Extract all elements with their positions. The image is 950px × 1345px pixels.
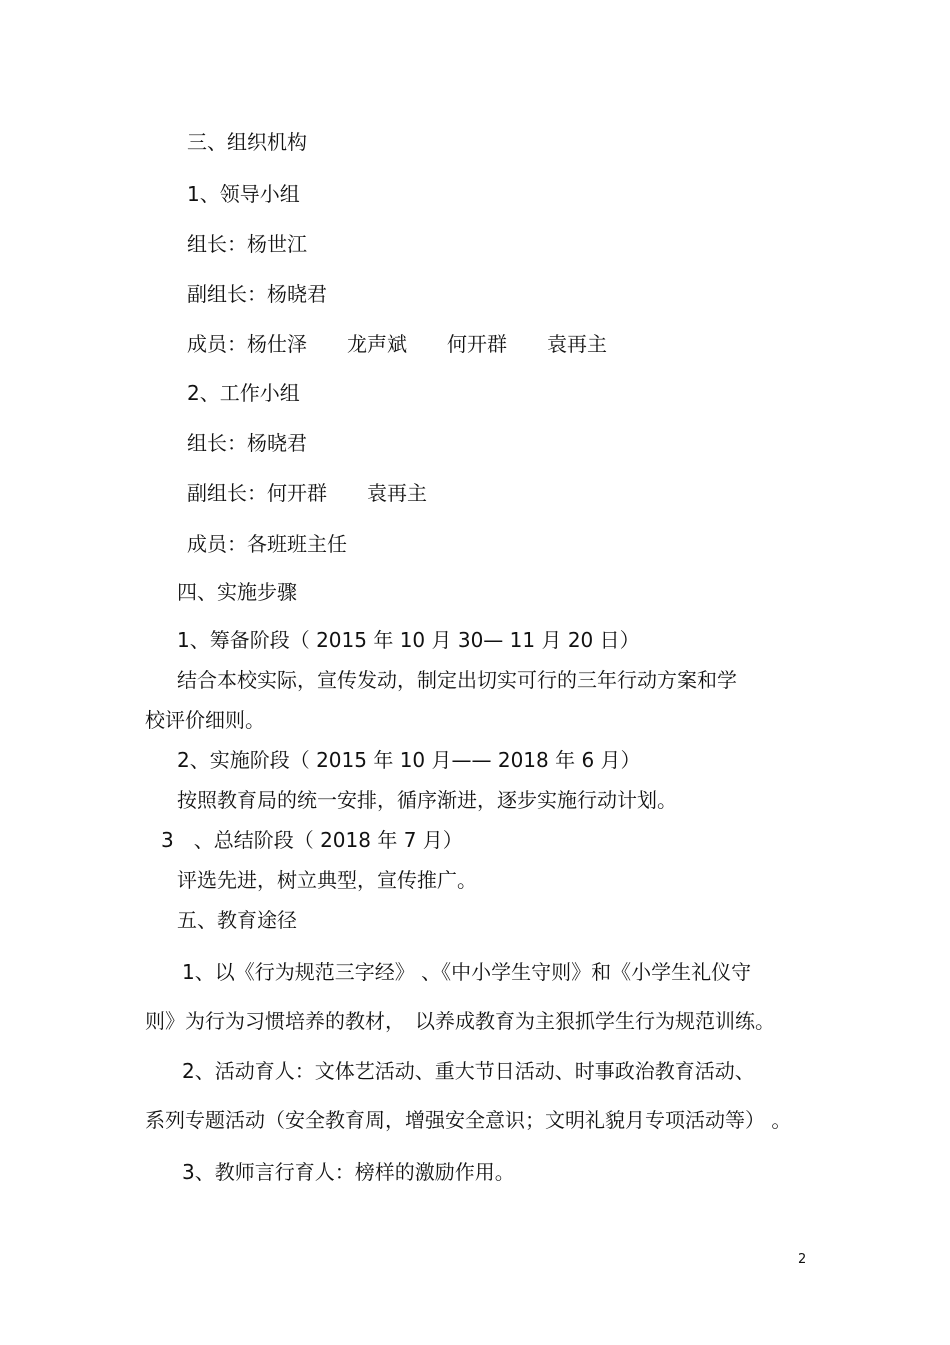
working-leader-line: 组长：杨晓君	[187, 431, 307, 455]
approach-2-cont: 系列专题活动（安全教育周，增强安全意识；文明礼貌月专项活动等） 。	[145, 1108, 792, 1132]
section-heading-approaches: 五、教育途径	[177, 908, 297, 932]
subsection-working-group: 2、工作小组	[187, 381, 300, 405]
approach-1: 1、以《行为规范三字经》 、《中小学生守则》和《小学生礼仪守	[182, 960, 752, 984]
members-line: 成员：杨仕泽 龙声斌 何开群 袁再主	[187, 332, 607, 356]
step-preparation-detail-cont: 校评价细则。	[145, 708, 265, 732]
section-heading-steps: 四、实施步骤	[177, 580, 297, 604]
deputy-leader-line: 副组长：杨晓君	[187, 282, 327, 306]
approach-2: 2、活动育人：文体艺活动、重大节日活动、时事政治教育活动、	[182, 1059, 755, 1083]
step-summary-detail: 评选先进，树立典型，宣传推广。	[177, 868, 477, 892]
step-preparation-detail: 结合本校实际，宣传发动，制定出切实可行的三年行动方案和学	[177, 668, 737, 692]
step-implementation-detail: 按照教育局的统一安排，循序渐进，逐步实施行动计划。	[177, 788, 677, 812]
step-preparation: 1、筹备阶段（ 2015 年 10 月 30— 11 月 20 日）	[177, 628, 640, 652]
working-members-line: 成员：各班班主任	[187, 532, 347, 556]
approach-3: 3、教师言行育人：榜样的激励作用。	[182, 1160, 515, 1184]
subsection-leadership-group: 1、领导小组	[187, 182, 300, 206]
section-heading-organization: 三、组织机构	[187, 130, 307, 154]
approach-1-cont: 则》为行为习惯培养的教材， 以养成教育为主狠抓学生行为规范训练。	[145, 1009, 775, 1033]
step-summary: 3 、总结阶段（ 2018 年 7 月）	[161, 828, 463, 852]
leader-line: 组长：杨世江	[187, 232, 307, 256]
working-deputy-line: 副组长：何开群 袁再主	[187, 481, 427, 505]
page-number: 2	[798, 1252, 807, 1267]
step-implementation: 2、实施阶段（ 2015 年 10 月—— 2018 年 6 月）	[177, 748, 641, 772]
